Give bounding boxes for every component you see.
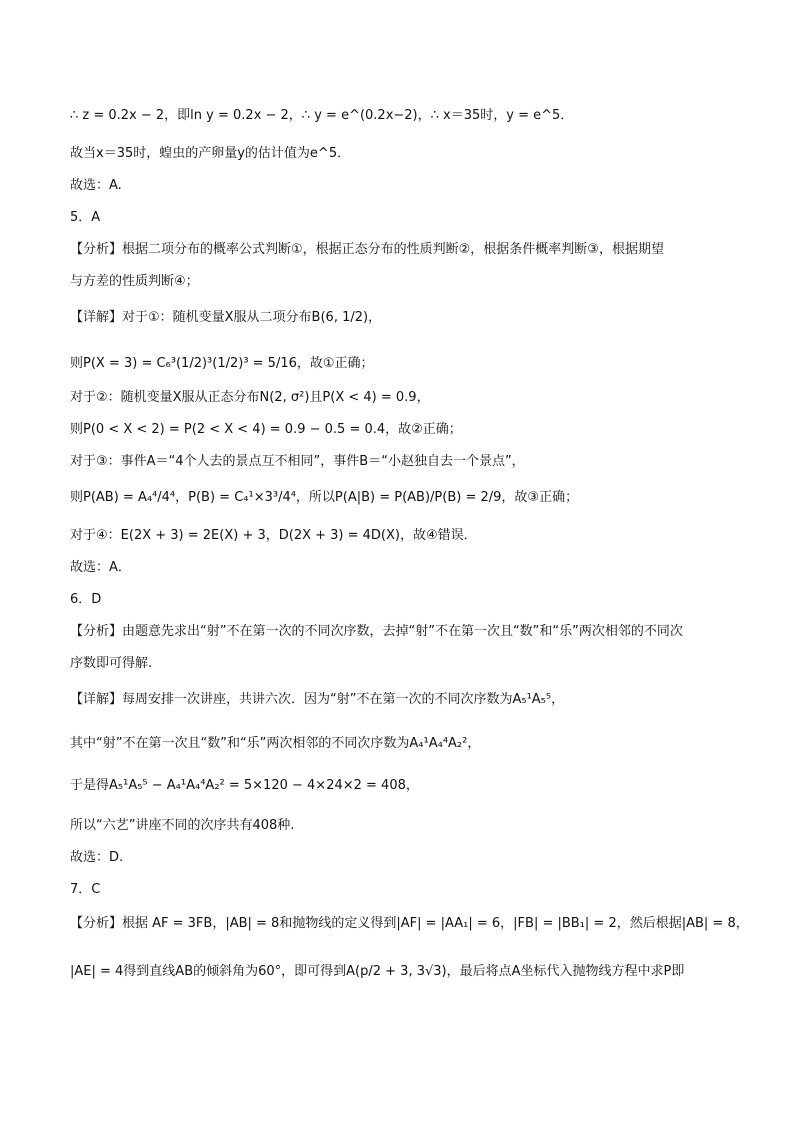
answer-5: 5．A (70, 210, 101, 225)
detail-6-line-3: 于是得A₅¹A₅⁵ − A₄¹A₄⁴A₂² = 5×120 − 4×24×2 = 408， (70, 778, 419, 793)
detail-5-line-5: 对于③：事件A＝“4个人去的景点互不相同”，事件B＝“小赵独自去一个景点”， (70, 454, 525, 469)
analysis-7-line-2: |AE| = 4得到直线AB的倾斜角为60°，即可得到A(p/2 + 3, 3√3)，最后将点A坐标代入抛物线方程中求P即 (70, 964, 685, 979)
choice-6: 故选：D. (70, 850, 124, 865)
detail-5-line-2: 则P(X = 3) = C₆³(1/2)³(1/2)³ = 5/16，故①正确； (70, 356, 374, 371)
detail-6-line-4: 所以“六艺”讲座不同的次序共有408种. (70, 818, 295, 833)
detail-6-line-1: 【详解】每周安排一次讲座，共讲六次．因为“射”不在第一次的不同次序数为A₅¹A₅⁵， (70, 692, 565, 707)
analysis-6-line-1: 【分析】由题意先求出“射”不在第一次的不同次序数，去掉“射”不在第一次且“数”和“乐”两次相邻的不同次 (70, 624, 683, 639)
text-line-1: ∴ z = 0.2x − 2，即ln y = 0.2x − 2，∴ y = e^(0.2x−2)，∴ x＝35时，y = e^5． (70, 108, 574, 123)
detail-5-line-4: 则P(0 < X < 2) = P(2 < X < 4) = 0.9 − 0.5 = 0.4，故②正确； (70, 422, 462, 437)
choice-5: 故选：A． (70, 560, 131, 575)
detail-6-line-2: 其中“射”不在第一次且“数”和“乐”两次相邻的不同次序数为A₄¹A₄⁴A₂²， (70, 736, 481, 751)
detail-5-line-7: 对于④：E(2X + 3) = 2E(X) + 3，D(2X + 3) = 4D(X)，故④错误． (70, 528, 477, 543)
analysis-7-line-1: 【分析】根据 AF = 3FB，|AB| = 8和抛物线的定义得到|AF| = |AA₁| = 6，|FB| = |BB₁| = 2，然后根据|AB| = 8， (70, 916, 749, 931)
answer-6: 6．D (70, 592, 102, 607)
answer-7: 7．C (70, 882, 101, 897)
text-line-2: 故当x＝35时，蝗虫的产卵量y的估计值为e^5． (70, 146, 351, 161)
analysis-5-line-1: 【分析】根据二项分布的概率公式判断①，根据正态分布的性质判断②，根据条件概率判断③，根据期望 (70, 242, 664, 257)
text-line-3: 故选：A. (70, 178, 122, 193)
detail-5-line-1: 【详解】对于①：随机变量X服从二项分布B(6, 1/2)， (70, 310, 382, 325)
detail-5-line-3: 对于②：随机变量X服从正态分布N(2, σ²)且P(X < 4) = 0.9， (70, 390, 430, 405)
analysis-6-line-2: 序数即可得解. (70, 656, 153, 671)
detail-5-line-6: 则P(AB) = A₄⁴/4⁴，P(B) = C₄¹×3³/4⁴，所以P(A|B) = P(AB)/P(B) = 2/9，故③正确； (70, 490, 579, 505)
analysis-5-line-2: 与方差的性质判断④； (70, 274, 199, 289)
